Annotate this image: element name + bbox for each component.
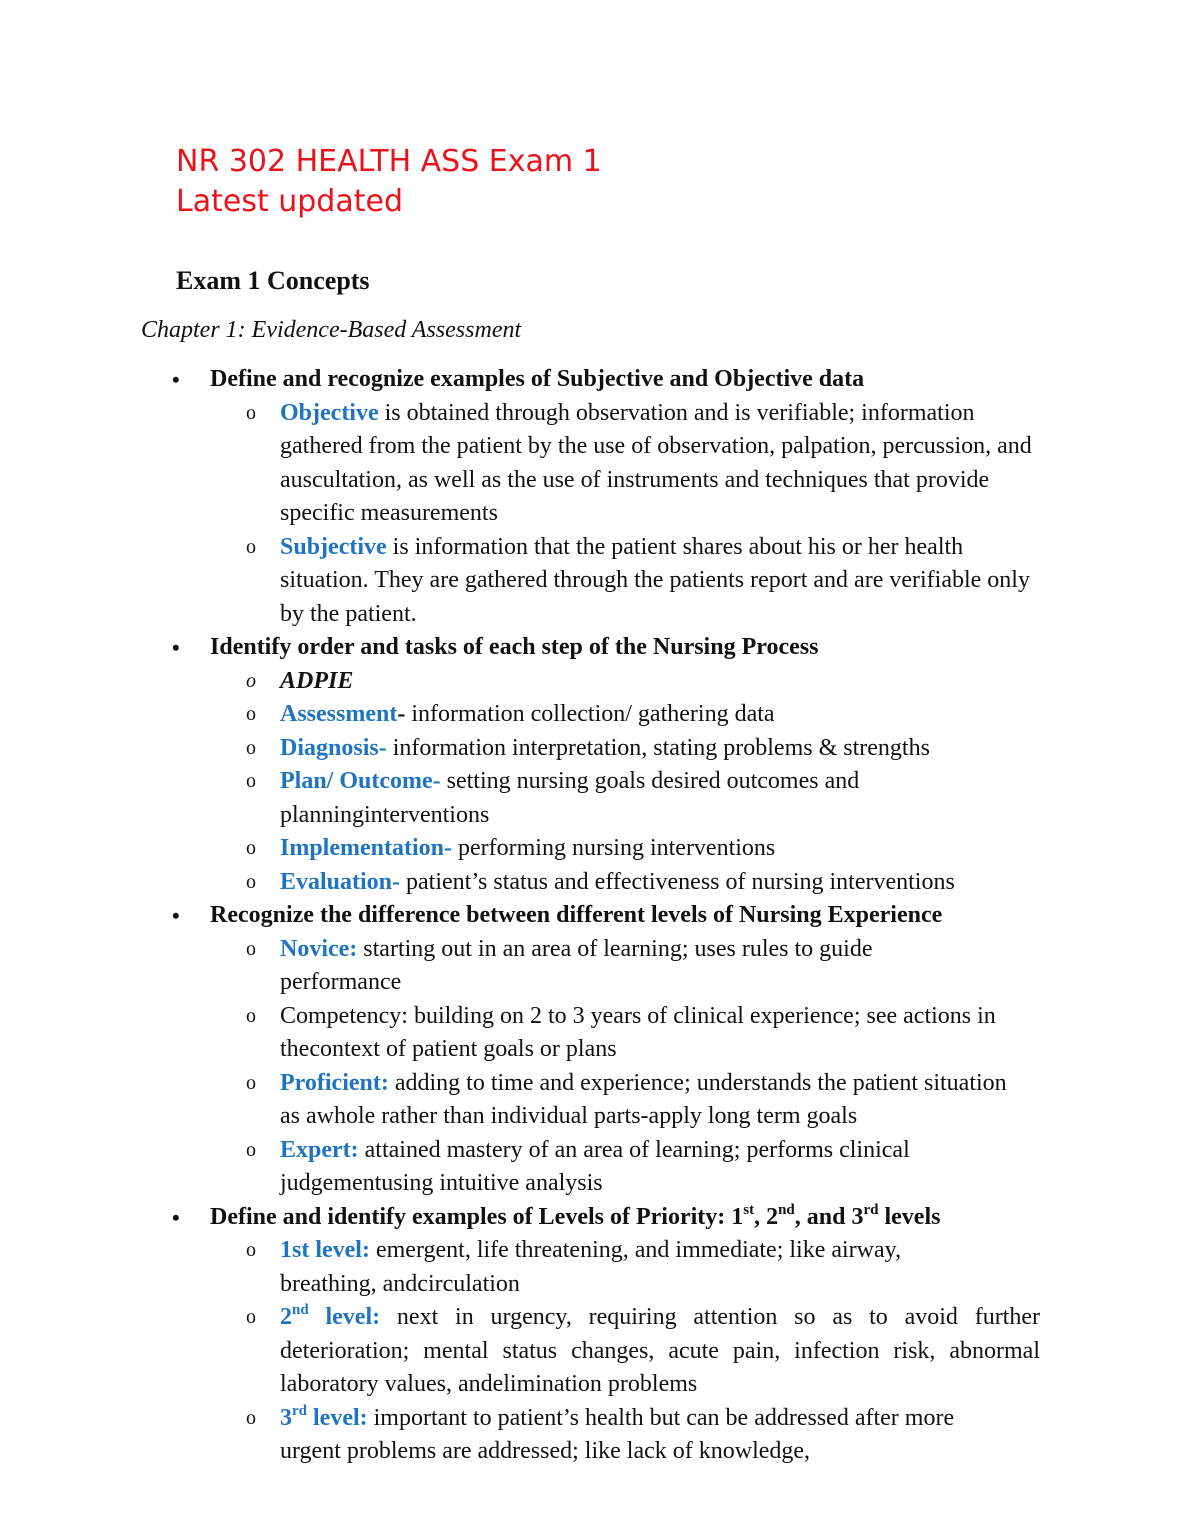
- definition-text: information collection/ gathering data: [405, 701, 775, 727]
- bullet-heading-text: Define and recognize examples of Subjective and Objective data: [210, 366, 865, 392]
- sub-bullet-icon: o: [246, 1406, 256, 1429]
- bullet-subjective-objective: [0, 363, 1190, 631]
- sub-bullet-icon: o: [246, 1071, 256, 1094]
- ordinal-suffix: nd: [778, 1201, 795, 1218]
- sub-bullet-icon: o: [246, 1239, 256, 1261]
- title-line-1: NR 302 HEALTH ASS Exam 1: [176, 144, 602, 179]
- term-number: 3: [280, 1404, 292, 1431]
- sub-bullet-icon: o: [246, 535, 256, 558]
- term-assessment: Assessment: [280, 701, 398, 727]
- definition-text: important to patient’s health but can be addressed after more urgent problems are addressed; like lack of knowledge,: [280, 1404, 955, 1464]
- list-item: [0, 732, 1040, 766]
- definition-text: information interpretation, stating problems & strengths: [386, 734, 930, 761]
- list-item: [0, 1234, 990, 1301]
- sub-bullet-icon: o: [246, 703, 256, 725]
- list-item: [0, 397, 1040, 531]
- definition-text: is information that the patient shares about his or her health situation. They are gathered through the patients report and are verifiable only by the patient.: [280, 533, 1030, 627]
- sub-bullet-icon: o: [246, 837, 256, 859]
- chapter-heading: Chapter 1: Evidence-Based Assessment: [141, 317, 522, 343]
- sub-bullet-icon: o: [246, 937, 256, 960]
- list-item: [0, 933, 980, 1000]
- term-label: level:: [308, 1304, 381, 1330]
- definition-text: next in urgency, requiring attention so as to avoid further deterioration; mental status changes, acute pain, infection risk, abnormal laboratory values, andelimination problems: [280, 1304, 1040, 1397]
- definition-text: Competency: building on 2 to 3 years of clinical experience; see actions in thecontext of patient goals or plans: [280, 1002, 996, 1062]
- bullet-nursing-process: [0, 631, 1190, 899]
- bullet-heading: [0, 1201, 1190, 1235]
- bullet-levels-of-priority: [0, 1201, 1190, 1469]
- term-objective: Objective: [280, 399, 379, 426]
- bullet-heading-text: , 2: [754, 1203, 779, 1230]
- list-item: [0, 531, 1040, 632]
- term-plan-outcome: Plan/ Outcome-: [280, 768, 441, 794]
- bullet-icon: •: [172, 1204, 180, 1230]
- definition-text: setting nursing goals desired outcomes and planninginterventions: [280, 768, 860, 828]
- ordinal-suffix: rd: [292, 1402, 307, 1419]
- sub-bullet-icon: o: [246, 736, 256, 759]
- ordinal-suffix: st: [743, 1201, 755, 1218]
- sub-bullet-icon: o: [246, 401, 256, 424]
- term-1st-level: 1st level:: [280, 1237, 370, 1263]
- definition-text: is obtained through observation and is verifiable; information gathered from the patient by the use of observation, palpation, percussion, and auscultation, as well as the use of instruments and techniques that provide specific measurements: [280, 399, 1032, 526]
- list-item: [0, 765, 920, 832]
- definition-text: performing nursing interventions: [451, 835, 776, 861]
- definition-text: emergent, life threatening, and immediate; like airway, breathing, andcirculation: [280, 1237, 902, 1297]
- list-item: [0, 698, 1040, 732]
- document-title: [176, 142, 602, 222]
- bullet-nursing-experience: [0, 899, 1190, 1201]
- definition-text: patient’s status and effectiveness of nursing interventions: [400, 868, 955, 895]
- bullet-heading-text: Identify order and tasks of each step of the Nursing Process: [210, 634, 819, 660]
- sub-bullet-icon: o: [246, 1004, 256, 1027]
- list-item: [0, 866, 1080, 900]
- bullet-heading-text: Define and identify examples of Levels of Priority: 1: [210, 1203, 744, 1230]
- sub-bullet-icon: o: [246, 870, 256, 893]
- bullet-heading: [0, 363, 1190, 397]
- term-3rd-level: [280, 1402, 368, 1431]
- sub-bullet-icon: o: [246, 1138, 256, 1161]
- definition-text: adding to time and experience; understands the patient situation as awhole rather than individual parts-apply long term goals: [280, 1069, 1007, 1129]
- term-2nd-level: [280, 1304, 380, 1330]
- bullet-heading-text: Recognize the difference between different levels of Nursing Experience: [210, 902, 943, 928]
- term-implementation: Implementation-: [280, 835, 452, 861]
- term-evaluation: Evaluation-: [280, 868, 401, 895]
- acronym-adpie: ADPIE: [280, 667, 354, 694]
- bullet-heading: [0, 631, 1190, 665]
- list-item: [0, 832, 1040, 866]
- term-expert: Expert:: [280, 1136, 359, 1163]
- section-subtitle: Exam 1 Concepts: [176, 266, 370, 295]
- term-subjective: Subjective: [280, 533, 387, 560]
- term-label: level:: [307, 1404, 368, 1431]
- term-novice: Novice:: [280, 935, 358, 962]
- title-line-2: Latest updated: [176, 184, 403, 219]
- term-separator: -: [397, 701, 406, 727]
- sub-bullet-icon: o: [246, 1306, 256, 1328]
- list-item: [0, 1402, 1000, 1469]
- term-number: 2: [280, 1304, 292, 1330]
- list-item: [0, 1301, 1040, 1402]
- bullet-heading-text: , and 3: [794, 1203, 864, 1230]
- concept-outline: [0, 363, 1190, 1469]
- term-proficient: Proficient:: [280, 1069, 389, 1096]
- bullet-icon: •: [172, 903, 180, 928]
- sub-bullet-icon: o: [246, 669, 256, 692]
- definition-text: starting out in an area of learning; uses rules to guide performance: [280, 935, 873, 995]
- list-item: [0, 1067, 1010, 1134]
- bullet-icon: •: [172, 367, 180, 392]
- list-item: [0, 1134, 1010, 1201]
- bullet-icon: •: [172, 635, 180, 660]
- ordinal-suffix: nd: [292, 1302, 309, 1318]
- sub-bullet-icon: o: [246, 770, 256, 792]
- list-item: [0, 665, 1040, 699]
- ordinal-suffix: rd: [863, 1201, 879, 1218]
- term-diagnosis: Diagnosis-: [280, 734, 387, 761]
- definition-text: attained mastery of an area of learning; performs clinical judgementusing intuitive analysis: [280, 1136, 910, 1196]
- list-item: [0, 1000, 1010, 1067]
- bullet-heading-text: levels: [878, 1203, 941, 1230]
- bullet-heading: [0, 899, 1190, 933]
